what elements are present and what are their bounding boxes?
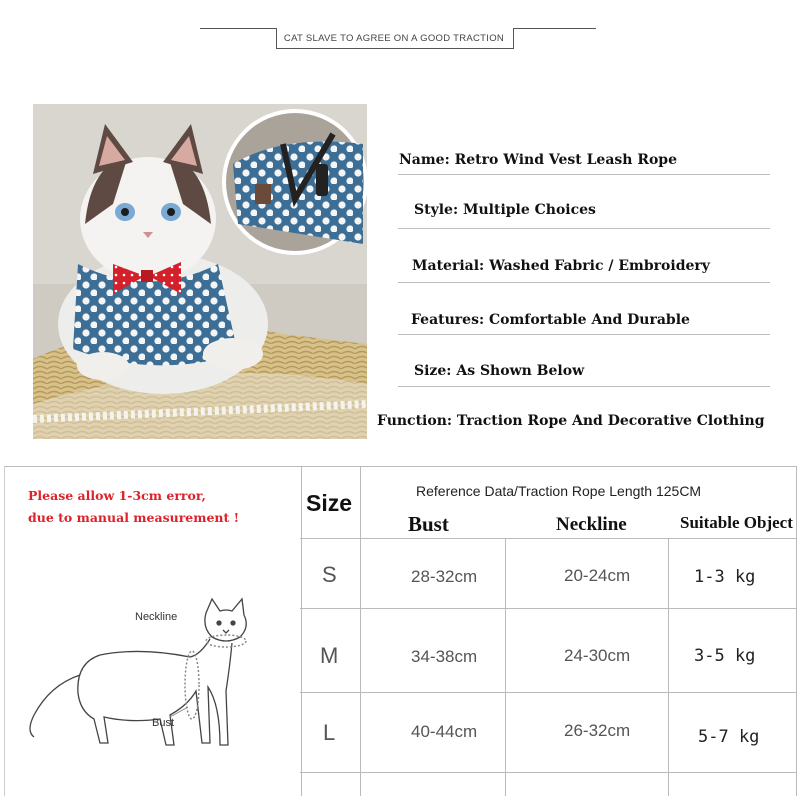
spec-name: Name: Retro Wind Vest Leash Rope	[399, 152, 677, 168]
grid-line	[300, 772, 796, 773]
table-cell-bust: 28-32cm	[411, 567, 478, 586]
column-header-suitable-object: Suitable Object	[680, 513, 793, 532]
spec-divider	[398, 282, 770, 283]
table-cell-object: 1-3 kg	[694, 567, 756, 587]
table-row-size: S	[322, 562, 337, 587]
spec-size: Size: As Shown Below	[414, 363, 585, 379]
error-note-line1: Please allow 1-3cm error,	[28, 488, 206, 503]
bust-label: Bust	[152, 717, 175, 729]
spec-divider	[398, 174, 770, 175]
grid-line	[300, 608, 796, 609]
grid-line	[505, 538, 506, 796]
spec-material: Material: Washed Fabric / Embroidery	[412, 258, 710, 274]
grid-line	[300, 692, 796, 693]
table-cell-neckline: 24-30cm	[564, 646, 631, 665]
spec-style: Style: Multiple Choices	[414, 202, 596, 218]
grid-line	[300, 538, 796, 539]
spec-features: Features: Comfortable And Durable	[411, 312, 690, 328]
column-header-bust: Bust	[408, 512, 449, 536]
table-cell-object: 5-7 kg	[698, 727, 760, 747]
table-cell-bust: 34-38cm	[411, 647, 478, 666]
spec-divider	[398, 334, 770, 335]
table-cell-object: 3-5 kg	[694, 646, 756, 666]
spec-function: Function: Traction Rope And Decorative Clothing	[377, 413, 765, 429]
column-header-neckline: Neckline	[556, 514, 627, 535]
grid-line	[668, 538, 669, 796]
banner-title: CAT SLAVE TO AGREE ON A GOOD TRACTION	[283, 33, 505, 44]
product-photo	[33, 104, 367, 439]
size-header: Size	[306, 490, 353, 516]
spec-divider	[398, 228, 770, 229]
table-row-size: L	[323, 720, 336, 745]
neckline-label: Neckline	[135, 611, 178, 623]
table-cell-neckline: 20-24cm	[564, 566, 631, 585]
table-row-size: M	[320, 643, 339, 668]
table-cell-neckline: 26-32cm	[564, 721, 631, 740]
grid-line	[796, 466, 797, 796]
grid-line	[360, 466, 361, 796]
error-note-line2: due to manual measurement !	[28, 510, 240, 525]
table-cell-bust: 40-44cm	[411, 722, 478, 741]
reference-note: Reference Data/Traction Rope Length 125CM	[416, 483, 702, 499]
spec-divider	[398, 386, 770, 387]
